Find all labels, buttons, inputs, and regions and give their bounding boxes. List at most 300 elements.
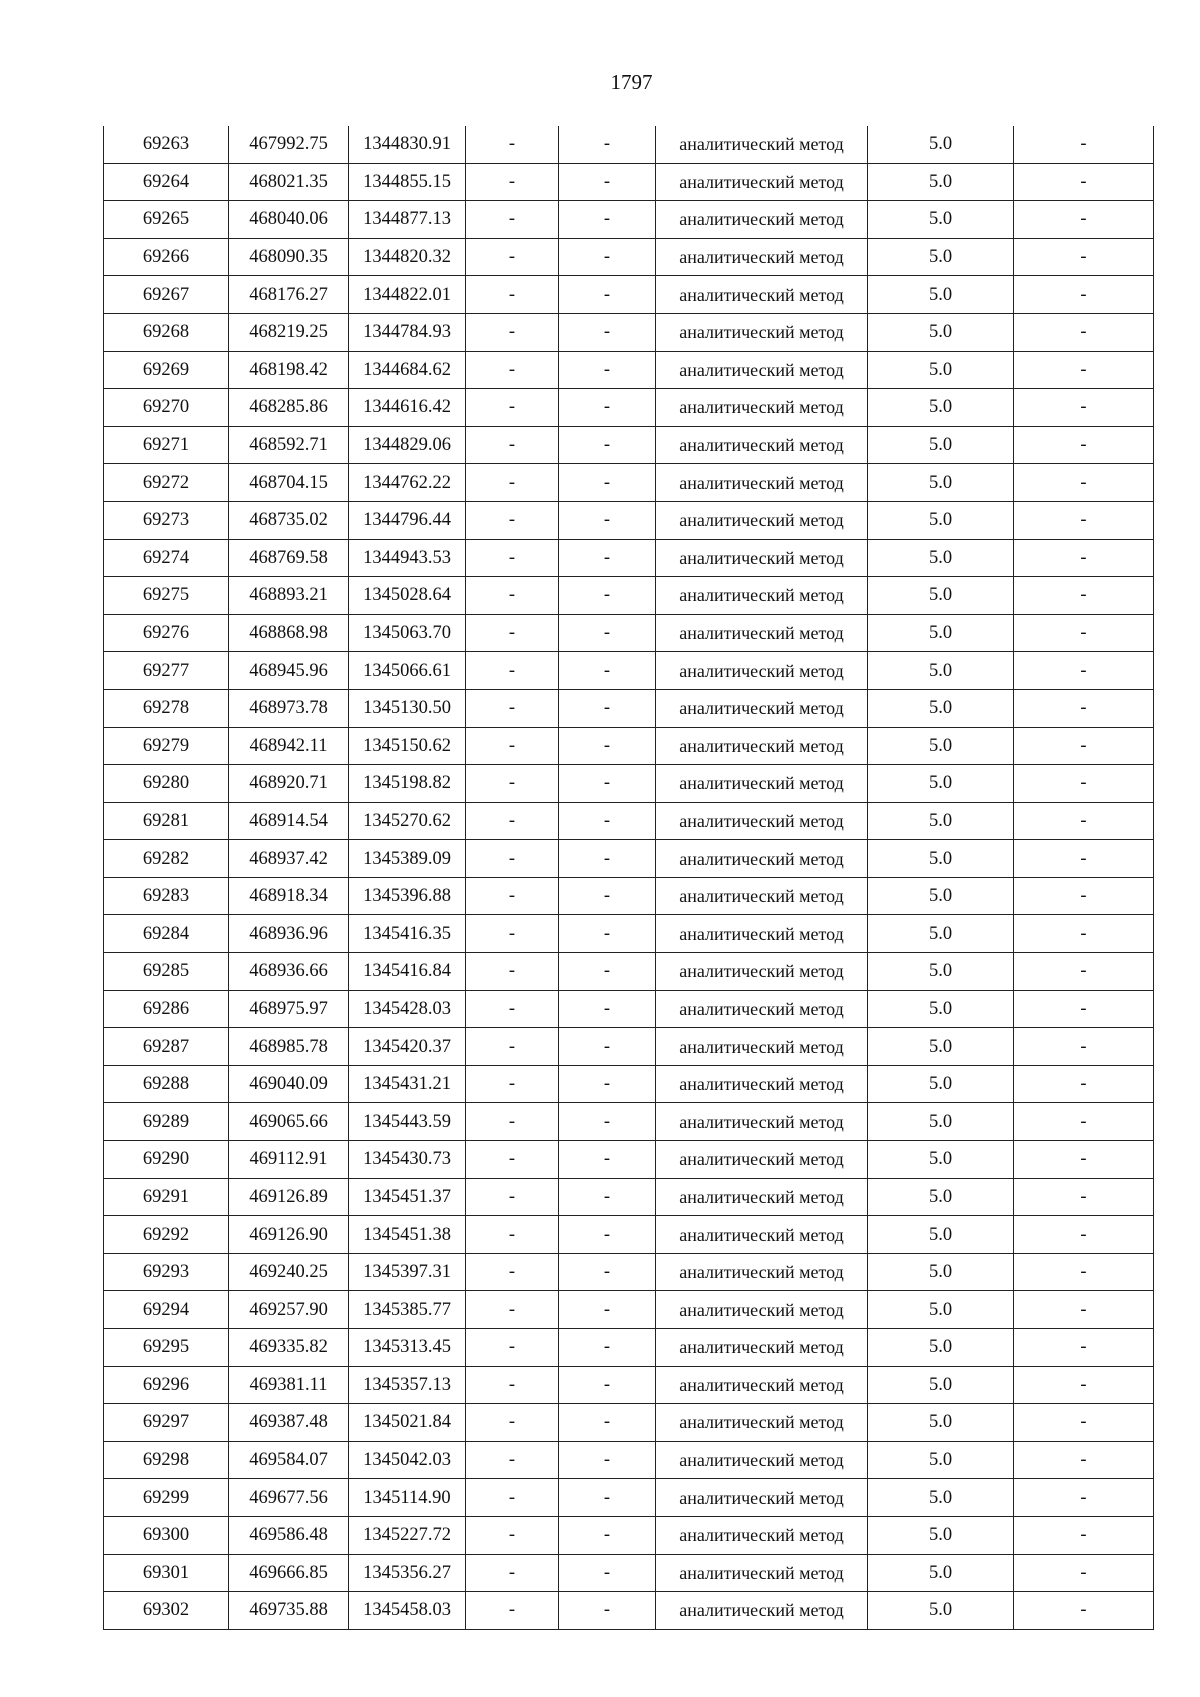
cell-dash-c: - [1014,351,1154,389]
cell-dash-c: - [1014,877,1154,915]
cell-dash-c: - [1014,539,1154,577]
cell-y-coordinate: 1345430.73 [349,1141,466,1179]
cell-dash-a: - [466,652,559,690]
cell-point-number: 69292 [104,1216,229,1254]
cell-dash-b: - [559,313,656,351]
cell-accuracy: 5.0 [868,689,1014,727]
cell-x-coordinate: 468918.34 [229,877,349,915]
cell-dash-a: - [466,201,559,239]
cell-dash-c: - [1014,1065,1154,1103]
table-row [104,1141,1154,1179]
cell-y-coordinate: 1345385.77 [349,1291,466,1329]
cell-point-number: 69297 [104,1404,229,1442]
cell-dash-c: - [1014,201,1154,239]
cell-point-number: 69271 [104,426,229,464]
cell-x-coordinate: 469240.25 [229,1253,349,1291]
cell-dash-a: - [466,877,559,915]
cell-dash-b: - [559,953,656,991]
cell-dash-c: - [1014,953,1154,991]
cell-x-coordinate: 468942.11 [229,727,349,765]
cell-x-coordinate: 468198.42 [229,351,349,389]
cell-dash-c: - [1014,163,1154,201]
table-row [104,126,1154,163]
table-row [104,877,1154,915]
cell-accuracy: 5.0 [868,990,1014,1028]
cell-dash-a: - [466,990,559,1028]
cell-method: аналитический метод [656,163,868,201]
cell-x-coordinate: 468040.06 [229,201,349,239]
cell-point-number: 69287 [104,1028,229,1066]
cell-accuracy: 5.0 [868,577,1014,615]
cell-method: аналитический метод [656,1441,868,1479]
cell-x-coordinate: 469065.66 [229,1103,349,1141]
cell-accuracy: 5.0 [868,389,1014,427]
cell-method: аналитический метод [656,1329,868,1367]
cell-method: аналитический метод [656,577,868,615]
cell-x-coordinate: 468975.97 [229,990,349,1028]
cell-y-coordinate: 1344943.53 [349,539,466,577]
cell-dash-a: - [466,1291,559,1329]
cell-point-number: 69298 [104,1441,229,1479]
cell-point-number: 69281 [104,802,229,840]
cell-method: аналитический метод [656,953,868,991]
cell-method: аналитический метод [656,126,868,163]
cell-dash-a: - [466,1141,559,1179]
page-number: 1797 [610,70,653,94]
table-row [104,163,1154,201]
cell-dash-a: - [466,1216,559,1254]
cell-point-number: 69270 [104,389,229,427]
cell-x-coordinate: 468985.78 [229,1028,349,1066]
cell-accuracy: 5.0 [868,1253,1014,1291]
cell-accuracy: 5.0 [868,539,1014,577]
cell-x-coordinate: 468704.15 [229,464,349,502]
cell-point-number: 69275 [104,577,229,615]
cell-method: аналитический метод [656,1216,868,1254]
table-row [104,953,1154,991]
table-row [104,1479,1154,1517]
cell-point-number: 69266 [104,238,229,276]
cell-dash-c: - [1014,765,1154,803]
cell-y-coordinate: 1345042.03 [349,1441,466,1479]
cell-dash-c: - [1014,727,1154,765]
cell-dash-a: - [466,689,559,727]
cell-x-coordinate: 468592.71 [229,426,349,464]
cell-dash-a: - [466,1253,559,1291]
cell-y-coordinate: 1344762.22 [349,464,466,502]
cell-dash-a: - [466,501,559,539]
cell-dash-b: - [559,1178,656,1216]
cell-y-coordinate: 1345420.37 [349,1028,466,1066]
cell-dash-b: - [559,126,656,163]
cell-dash-c: - [1014,313,1154,351]
cell-method: аналитический метод [656,351,868,389]
cell-method: аналитический метод [656,915,868,953]
table-row [104,577,1154,615]
cell-y-coordinate: 1345416.35 [349,915,466,953]
cell-dash-c: - [1014,1479,1154,1517]
cell-dash-a: - [466,276,559,314]
cell-dash-c: - [1014,1404,1154,1442]
cell-dash-b: - [559,1141,656,1179]
table-body [104,126,1154,1629]
cell-accuracy: 5.0 [868,840,1014,878]
cell-dash-a: - [466,1103,559,1141]
cell-accuracy: 5.0 [868,1065,1014,1103]
cell-dash-b: - [559,1366,656,1404]
cell-point-number: 69277 [104,652,229,690]
cell-accuracy: 5.0 [868,163,1014,201]
cell-point-number: 69286 [104,990,229,1028]
cell-method: аналитический метод [656,1028,868,1066]
table-row [104,1103,1154,1141]
cell-method: аналитический метод [656,840,868,878]
cell-method: аналитический метод [656,727,868,765]
cell-accuracy: 5.0 [868,1366,1014,1404]
cell-dash-c: - [1014,1516,1154,1554]
cell-y-coordinate: 1345198.82 [349,765,466,803]
cell-point-number: 69301 [104,1554,229,1592]
cell-x-coordinate: 468920.71 [229,765,349,803]
cell-method: аналитический метод [656,1479,868,1517]
cell-dash-b: - [559,351,656,389]
cell-x-coordinate: 469677.56 [229,1479,349,1517]
cell-dash-b: - [559,1103,656,1141]
cell-dash-b: - [559,1404,656,1442]
cell-dash-b: - [559,238,656,276]
table-row [104,351,1154,389]
cell-dash-b: - [559,276,656,314]
cell-x-coordinate: 468021.35 [229,163,349,201]
cell-dash-a: - [466,163,559,201]
cell-dash-c: - [1014,1216,1154,1254]
cell-x-coordinate: 468973.78 [229,689,349,727]
cell-dash-b: - [559,501,656,539]
cell-dash-c: - [1014,389,1154,427]
cell-dash-a: - [466,313,559,351]
cell-dash-c: - [1014,501,1154,539]
cell-dash-b: - [559,1253,656,1291]
cell-point-number: 69272 [104,464,229,502]
cell-dash-c: - [1014,1329,1154,1367]
cell-dash-a: - [466,464,559,502]
cell-x-coordinate: 468176.27 [229,276,349,314]
table-row [104,1554,1154,1592]
cell-accuracy: 5.0 [868,1441,1014,1479]
cell-dash-c: - [1014,1291,1154,1329]
cell-y-coordinate: 1345130.50 [349,689,466,727]
cell-y-coordinate: 1344796.44 [349,501,466,539]
cell-dash-c: - [1014,990,1154,1028]
coordinates-table [103,126,1154,1630]
table-row [104,802,1154,840]
cell-accuracy: 5.0 [868,351,1014,389]
cell-y-coordinate: 1344820.32 [349,238,466,276]
cell-dash-c: - [1014,1592,1154,1630]
cell-y-coordinate: 1344829.06 [349,426,466,464]
cell-point-number: 69283 [104,877,229,915]
cell-point-number: 69300 [104,1516,229,1554]
cell-dash-a: - [466,953,559,991]
cell-method: аналитический метод [656,1554,868,1592]
cell-point-number: 69264 [104,163,229,201]
cell-method: аналитический метод [656,1366,868,1404]
cell-dash-b: - [559,877,656,915]
cell-accuracy: 5.0 [868,464,1014,502]
cell-dash-a: - [466,351,559,389]
cell-point-number: 69282 [104,840,229,878]
table-row [104,501,1154,539]
cell-x-coordinate: 469257.90 [229,1291,349,1329]
cell-y-coordinate: 1345416.84 [349,953,466,991]
cell-x-coordinate: 468219.25 [229,313,349,351]
cell-x-coordinate: 468090.35 [229,238,349,276]
table-row [104,1065,1154,1103]
cell-accuracy: 5.0 [868,1516,1014,1554]
cell-method: аналитический метод [656,614,868,652]
cell-method: аналитический метод [656,464,868,502]
cell-y-coordinate: 1345227.72 [349,1516,466,1554]
cell-x-coordinate: 468936.96 [229,915,349,953]
cell-method: аналитический метод [656,1103,868,1141]
cell-dash-c: - [1014,126,1154,163]
cell-accuracy: 5.0 [868,1103,1014,1141]
cell-dash-b: - [559,1065,656,1103]
cell-point-number: 69267 [104,276,229,314]
cell-dash-a: - [466,1028,559,1066]
cell-accuracy: 5.0 [868,1329,1014,1367]
cell-y-coordinate: 1345150.62 [349,727,466,765]
cell-dash-b: - [559,689,656,727]
cell-x-coordinate: 469666.85 [229,1554,349,1592]
cell-method: аналитический метод [656,1404,868,1442]
cell-dash-a: - [466,1592,559,1630]
cell-y-coordinate: 1345451.38 [349,1216,466,1254]
cell-dash-c: - [1014,802,1154,840]
table-row [104,1028,1154,1066]
cell-dash-b: - [559,426,656,464]
cell-dash-a: - [466,539,559,577]
cell-x-coordinate: 468945.96 [229,652,349,690]
cell-method: аналитический метод [656,1178,868,1216]
cell-point-number: 69289 [104,1103,229,1141]
cell-point-number: 69280 [104,765,229,803]
cell-y-coordinate: 1345066.61 [349,652,466,690]
cell-method: аналитический метод [656,1516,868,1554]
cell-x-coordinate: 469126.90 [229,1216,349,1254]
cell-y-coordinate: 1344616.42 [349,389,466,427]
cell-accuracy: 5.0 [868,652,1014,690]
cell-point-number: 69296 [104,1366,229,1404]
cell-point-number: 69293 [104,1253,229,1291]
cell-y-coordinate: 1345357.13 [349,1366,466,1404]
cell-dash-b: - [559,1479,656,1517]
table-row [104,990,1154,1028]
cell-point-number: 69273 [104,501,229,539]
cell-y-coordinate: 1344877.13 [349,201,466,239]
cell-dash-a: - [466,915,559,953]
cell-dash-c: - [1014,238,1154,276]
table-row [104,1592,1154,1630]
table-row [104,652,1154,690]
cell-dash-c: - [1014,689,1154,727]
cell-dash-c: - [1014,464,1154,502]
table-row [104,276,1154,314]
cell-method: аналитический метод [656,765,868,803]
cell-dash-c: - [1014,915,1154,953]
cell-y-coordinate: 1345443.59 [349,1103,466,1141]
cell-accuracy: 5.0 [868,1554,1014,1592]
table-row [104,915,1154,953]
cell-accuracy: 5.0 [868,238,1014,276]
cell-dash-a: - [466,126,559,163]
cell-dash-b: - [559,1592,656,1630]
table-row [104,614,1154,652]
cell-dash-b: - [559,652,656,690]
cell-method: аналитический метод [656,1065,868,1103]
cell-accuracy: 5.0 [868,915,1014,953]
cell-accuracy: 5.0 [868,953,1014,991]
cell-point-number: 69288 [104,1065,229,1103]
cell-dash-b: - [559,1441,656,1479]
cell-method: аналитический метод [656,877,868,915]
cell-accuracy: 5.0 [868,614,1014,652]
cell-accuracy: 5.0 [868,426,1014,464]
cell-x-coordinate: 469112.91 [229,1141,349,1179]
cell-x-coordinate: 468769.58 [229,539,349,577]
cell-method: аналитический метод [656,1253,868,1291]
cell-dash-c: - [1014,614,1154,652]
cell-point-number: 69274 [104,539,229,577]
cell-point-number: 69285 [104,953,229,991]
cell-accuracy: 5.0 [868,765,1014,803]
cell-dash-a: - [466,1329,559,1367]
cell-dash-b: - [559,1554,656,1592]
cell-method: аналитический метод [656,1141,868,1179]
cell-accuracy: 5.0 [868,727,1014,765]
cell-accuracy: 5.0 [868,1291,1014,1329]
cell-dash-c: - [1014,1178,1154,1216]
cell-x-coordinate: 467992.75 [229,126,349,163]
cell-dash-c: - [1014,1103,1154,1141]
cell-point-number: 69291 [104,1178,229,1216]
cell-y-coordinate: 1345431.21 [349,1065,466,1103]
cell-dash-c: - [1014,426,1154,464]
table-row [104,539,1154,577]
cell-method: аналитический метод [656,389,868,427]
cell-point-number: 69299 [104,1479,229,1517]
cell-y-coordinate: 1345458.03 [349,1592,466,1630]
cell-y-coordinate: 1345063.70 [349,614,466,652]
table-row [104,1366,1154,1404]
cell-x-coordinate: 468868.98 [229,614,349,652]
cell-y-coordinate: 1345389.09 [349,840,466,878]
cell-x-coordinate: 468893.21 [229,577,349,615]
cell-dash-a: - [466,1479,559,1517]
cell-y-coordinate: 1345114.90 [349,1479,466,1517]
cell-x-coordinate: 468285.86 [229,389,349,427]
cell-x-coordinate: 469040.09 [229,1065,349,1103]
cell-x-coordinate: 468936.66 [229,953,349,991]
cell-point-number: 69263 [104,126,229,163]
table-row [104,238,1154,276]
table-row [104,1178,1154,1216]
cell-y-coordinate: 1345021.84 [349,1404,466,1442]
cell-point-number: 69276 [104,614,229,652]
cell-method: аналитический метод [656,802,868,840]
cell-dash-b: - [559,464,656,502]
cell-y-coordinate: 1345313.45 [349,1329,466,1367]
cell-y-coordinate: 1344855.15 [349,163,466,201]
cell-dash-a: - [466,426,559,464]
cell-y-coordinate: 1344784.93 [349,313,466,351]
cell-x-coordinate: 469586.48 [229,1516,349,1554]
cell-x-coordinate: 468914.54 [229,802,349,840]
cell-dash-b: - [559,1329,656,1367]
cell-dash-a: - [466,1516,559,1554]
cell-y-coordinate: 1345451.37 [349,1178,466,1216]
cell-method: аналитический метод [656,276,868,314]
cell-method: аналитический метод [656,652,868,690]
cell-dash-a: - [466,389,559,427]
cell-y-coordinate: 1345028.64 [349,577,466,615]
cell-method: аналитический метод [656,201,868,239]
table-row [104,1253,1154,1291]
table-row [104,426,1154,464]
cell-point-number: 69302 [104,1592,229,1630]
cell-dash-b: - [559,1216,656,1254]
cell-accuracy: 5.0 [868,1178,1014,1216]
cell-dash-c: - [1014,1441,1154,1479]
cell-method: аналитический метод [656,1291,868,1329]
cell-method: аналитический метод [656,501,868,539]
table-row [104,464,1154,502]
cell-y-coordinate: 1345428.03 [349,990,466,1028]
cell-dash-c: - [1014,1141,1154,1179]
table-row [104,689,1154,727]
cell-dash-b: - [559,577,656,615]
cell-dash-b: - [559,201,656,239]
cell-accuracy: 5.0 [868,276,1014,314]
cell-x-coordinate: 468735.02 [229,501,349,539]
cell-dash-a: - [466,577,559,615]
cell-dash-c: - [1014,276,1154,314]
cell-dash-b: - [559,990,656,1028]
cell-dash-b: - [559,1028,656,1066]
cell-dash-c: - [1014,1253,1154,1291]
cell-accuracy: 5.0 [868,313,1014,351]
cell-dash-c: - [1014,577,1154,615]
cell-dash-a: - [466,765,559,803]
cell-dash-a: - [466,1554,559,1592]
cell-point-number: 69290 [104,1141,229,1179]
cell-x-coordinate: 469335.82 [229,1329,349,1367]
cell-method: аналитический метод [656,539,868,577]
table-row [104,313,1154,351]
cell-dash-c: - [1014,652,1154,690]
table-row [104,1441,1154,1479]
cell-dash-a: - [466,614,559,652]
table-row [104,840,1154,878]
cell-dash-c: - [1014,1554,1154,1592]
cell-point-number: 69295 [104,1329,229,1367]
cell-y-coordinate: 1344830.91 [349,126,466,163]
cell-method: аналитический метод [656,689,868,727]
cell-y-coordinate: 1344684.62 [349,351,466,389]
cell-dash-b: - [559,614,656,652]
cell-y-coordinate: 1345397.31 [349,1253,466,1291]
cell-x-coordinate: 469126.89 [229,1178,349,1216]
